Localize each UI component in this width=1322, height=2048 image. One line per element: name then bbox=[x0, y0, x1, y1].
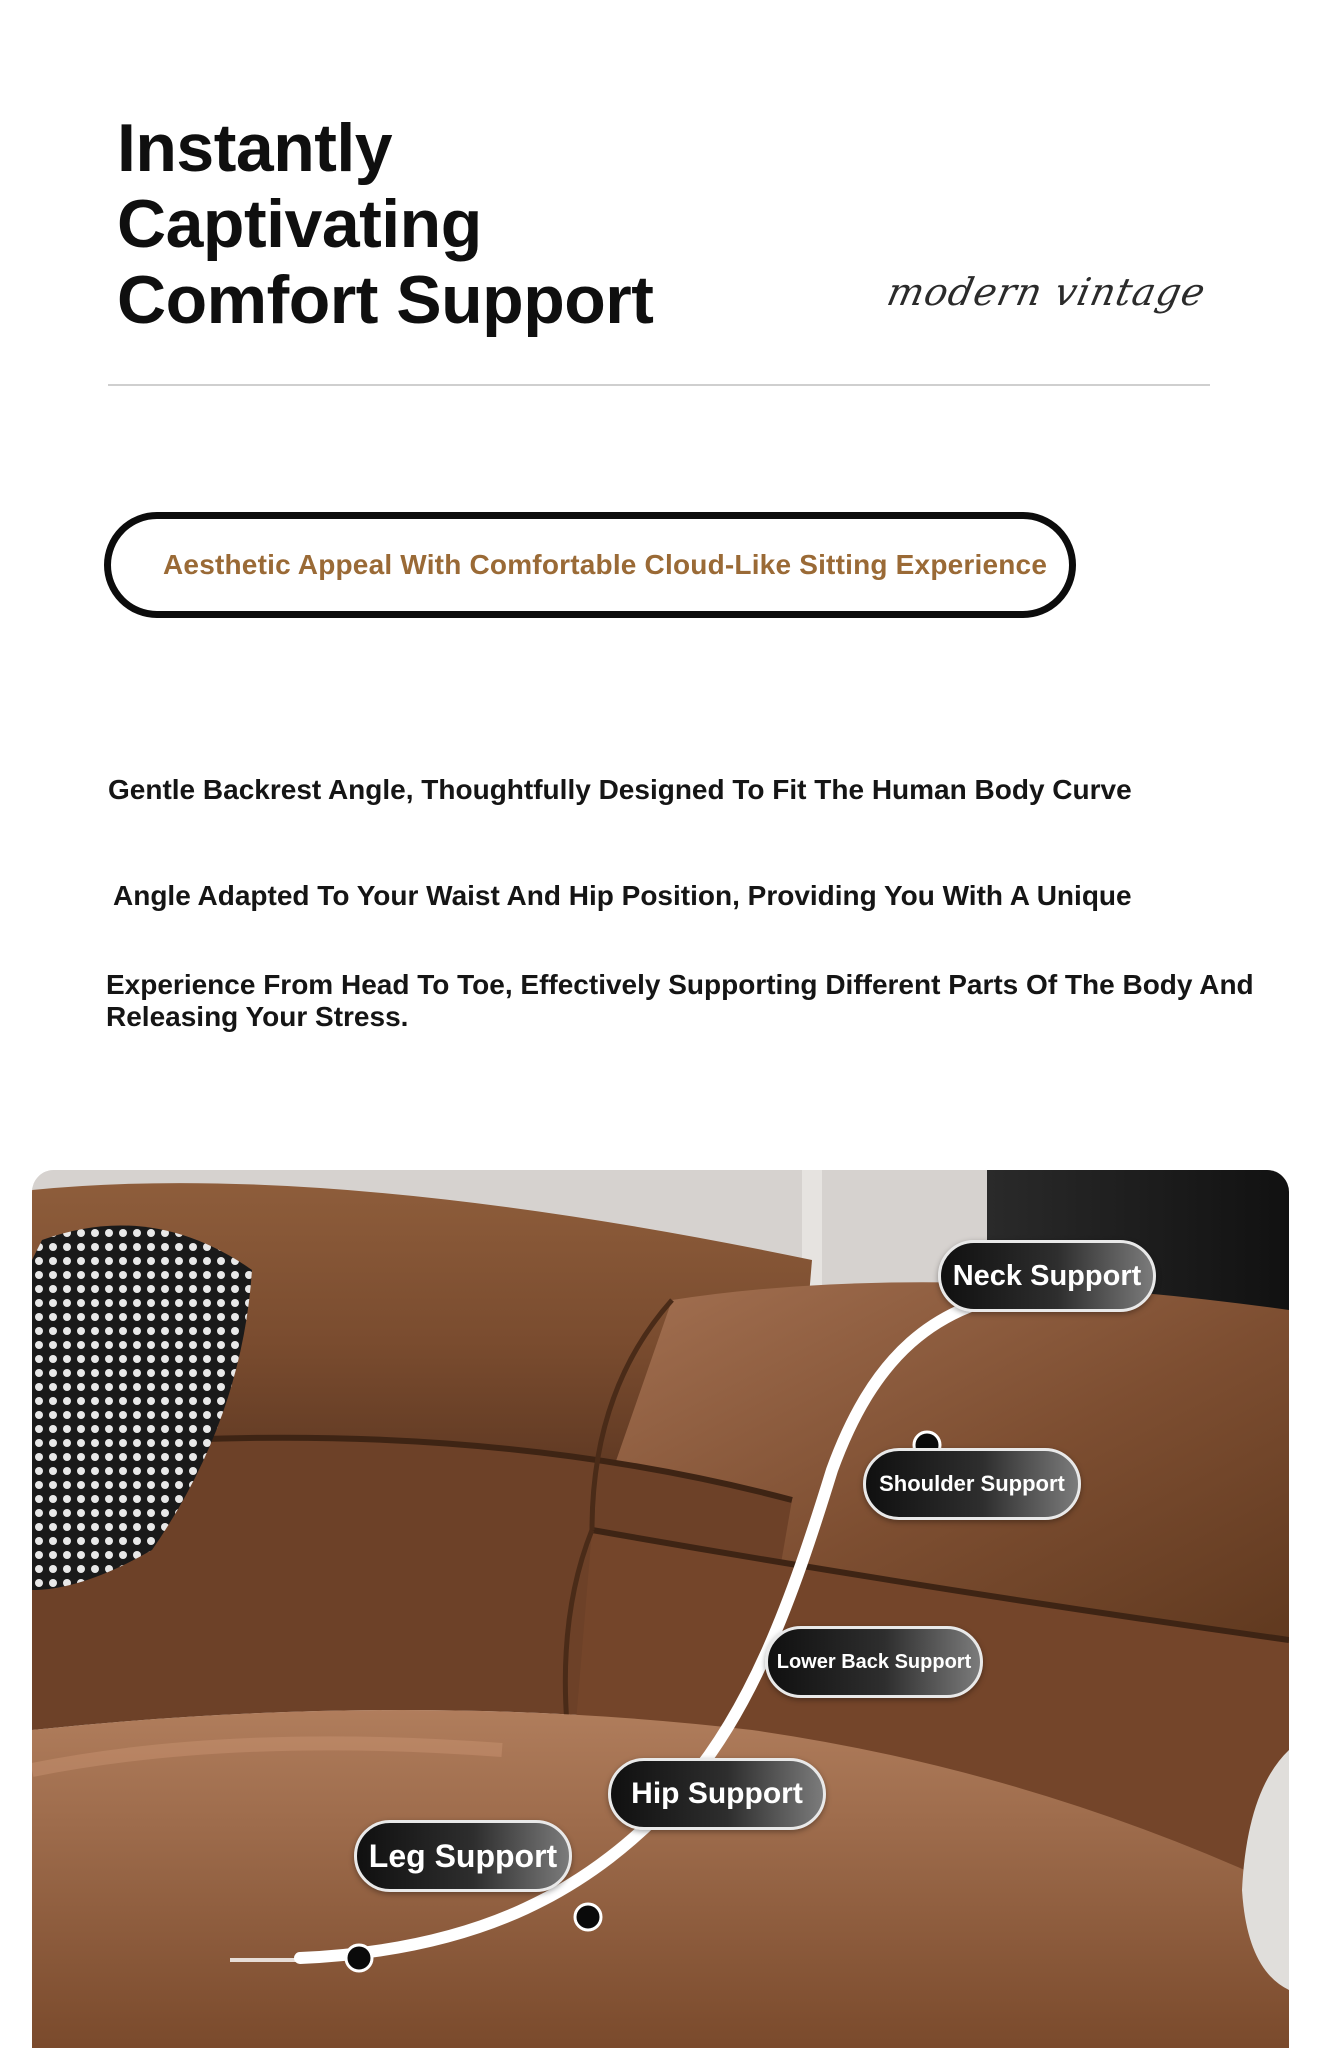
brand-script-tagline: modern vintage bbox=[883, 270, 1210, 314]
leg-support-label: Leg Support bbox=[354, 1820, 572, 1892]
hip-support-label: Hip Support bbox=[608, 1758, 826, 1830]
leg-point-icon bbox=[346, 1945, 372, 1971]
title-line-3: Comfort Support bbox=[117, 262, 654, 338]
header-divider bbox=[108, 384, 1210, 386]
page-title bbox=[117, 110, 757, 338]
lower-back-support-label: Lower Back Support bbox=[765, 1626, 983, 1698]
hip-point-icon bbox=[575, 1904, 601, 1930]
feature-pill-text: Aesthetic Appeal With Comfortable Cloud-Like Sitting Experience bbox=[163, 549, 1048, 580]
shoulder-support-label: Shoulder Support bbox=[863, 1448, 1081, 1520]
neck-support-label: Neck Support bbox=[938, 1240, 1156, 1312]
title-line-2: Captivating bbox=[117, 186, 482, 262]
title-line-1: Instantly bbox=[117, 110, 393, 186]
description-line-3: Experience From Head To Toe, Effectively Supporting Different Parts Of The Body And Releasing Your Stress. bbox=[106, 969, 1254, 1032]
description-line-1: Gentle Backrest Angle, Thoughtfully Designed To Fit The Human Body Curve bbox=[108, 774, 1132, 805]
description-line-2: Angle Adapted To Your Waist And Hip Position, Providing You With A Unique bbox=[113, 880, 1132, 911]
feature-pill bbox=[104, 512, 1076, 618]
